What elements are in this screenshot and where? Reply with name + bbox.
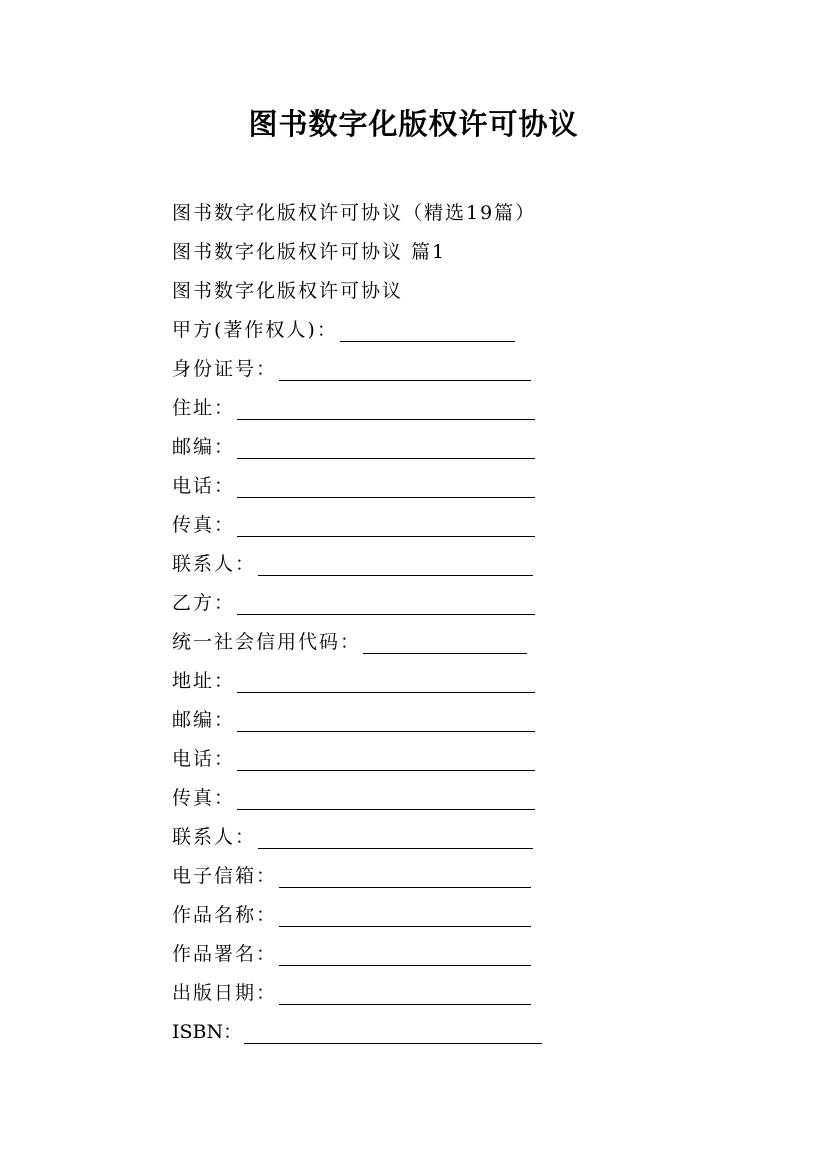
fill-in-blank[interactable] bbox=[237, 476, 535, 498]
fill-in-blank[interactable] bbox=[237, 593, 535, 615]
fill-in-blank[interactable] bbox=[279, 905, 531, 927]
field-label: 地址： bbox=[172, 670, 236, 692]
fill-in-blank[interactable] bbox=[237, 437, 535, 459]
field-fax-b bbox=[172, 779, 732, 818]
field-label: 统一社会信用代码： bbox=[172, 631, 362, 653]
fill-in-blank[interactable] bbox=[258, 554, 533, 576]
field-contact bbox=[172, 545, 732, 584]
fill-in-blank[interactable] bbox=[258, 827, 533, 849]
text-line: 图书数字化版权许可协议 篇1 bbox=[172, 241, 447, 263]
field-label: 出版日期： bbox=[172, 982, 278, 1004]
field-address-b bbox=[172, 662, 732, 701]
field-label: ISBN： bbox=[172, 1021, 243, 1043]
field-label: 作品名称： bbox=[172, 904, 278, 926]
field-phone-b bbox=[172, 740, 732, 779]
fill-in-blank[interactable] bbox=[279, 359, 531, 381]
fill-in-blank[interactable] bbox=[363, 632, 527, 654]
field-label: 邮编： bbox=[172, 436, 236, 458]
field-label: 电子信箱： bbox=[172, 865, 278, 887]
field-label: 联系人： bbox=[172, 826, 257, 848]
fill-in-blank[interactable] bbox=[244, 1022, 542, 1044]
fill-in-blank[interactable] bbox=[279, 944, 531, 966]
field-contact-b bbox=[172, 818, 732, 857]
field-label: 电话： bbox=[172, 748, 236, 770]
field-label: 联系人： bbox=[172, 553, 257, 575]
document-body bbox=[172, 194, 732, 1052]
field-work-title bbox=[172, 896, 732, 935]
field-label: 传真： bbox=[172, 787, 236, 809]
field-work-author bbox=[172, 935, 732, 974]
field-email bbox=[172, 857, 732, 896]
field-fax bbox=[172, 506, 732, 545]
field-phone bbox=[172, 467, 732, 506]
fill-in-blank[interactable] bbox=[237, 398, 535, 420]
fill-in-blank[interactable] bbox=[237, 710, 535, 732]
field-address bbox=[172, 389, 732, 428]
field-label: 乙方： bbox=[172, 592, 236, 614]
field-party-a bbox=[172, 311, 732, 350]
field-label: 身份证号： bbox=[172, 358, 278, 380]
text-line: 图书数字化版权许可协议（精选19篇） bbox=[172, 202, 537, 224]
field-postcode-b bbox=[172, 701, 732, 740]
fill-in-blank[interactable] bbox=[237, 788, 535, 810]
fill-in-blank[interactable] bbox=[237, 515, 535, 537]
field-id-number bbox=[172, 350, 732, 389]
text-line: 图书数字化版权许可协议 bbox=[172, 280, 404, 302]
field-label: 作品署名： bbox=[172, 943, 278, 965]
fill-in-blank[interactable] bbox=[237, 671, 535, 693]
field-label: 传真： bbox=[172, 514, 236, 536]
field-party-b bbox=[172, 584, 732, 623]
field-postcode bbox=[172, 428, 732, 467]
fill-in-blank[interactable] bbox=[340, 320, 515, 342]
fill-in-blank[interactable] bbox=[279, 983, 531, 1005]
fill-in-blank[interactable] bbox=[237, 749, 535, 771]
field-credit-code bbox=[172, 623, 732, 662]
field-label: 甲方(著作权人)： bbox=[172, 319, 338, 341]
field-label: 邮编： bbox=[172, 709, 236, 731]
field-publish-date bbox=[172, 974, 732, 1013]
field-isbn bbox=[172, 1013, 732, 1052]
field-label: 电话： bbox=[172, 475, 236, 497]
field-label: 住址： bbox=[172, 397, 236, 419]
fill-in-blank[interactable] bbox=[279, 866, 531, 888]
document-title: 图书数字化版权许可协议 bbox=[248, 107, 579, 141]
